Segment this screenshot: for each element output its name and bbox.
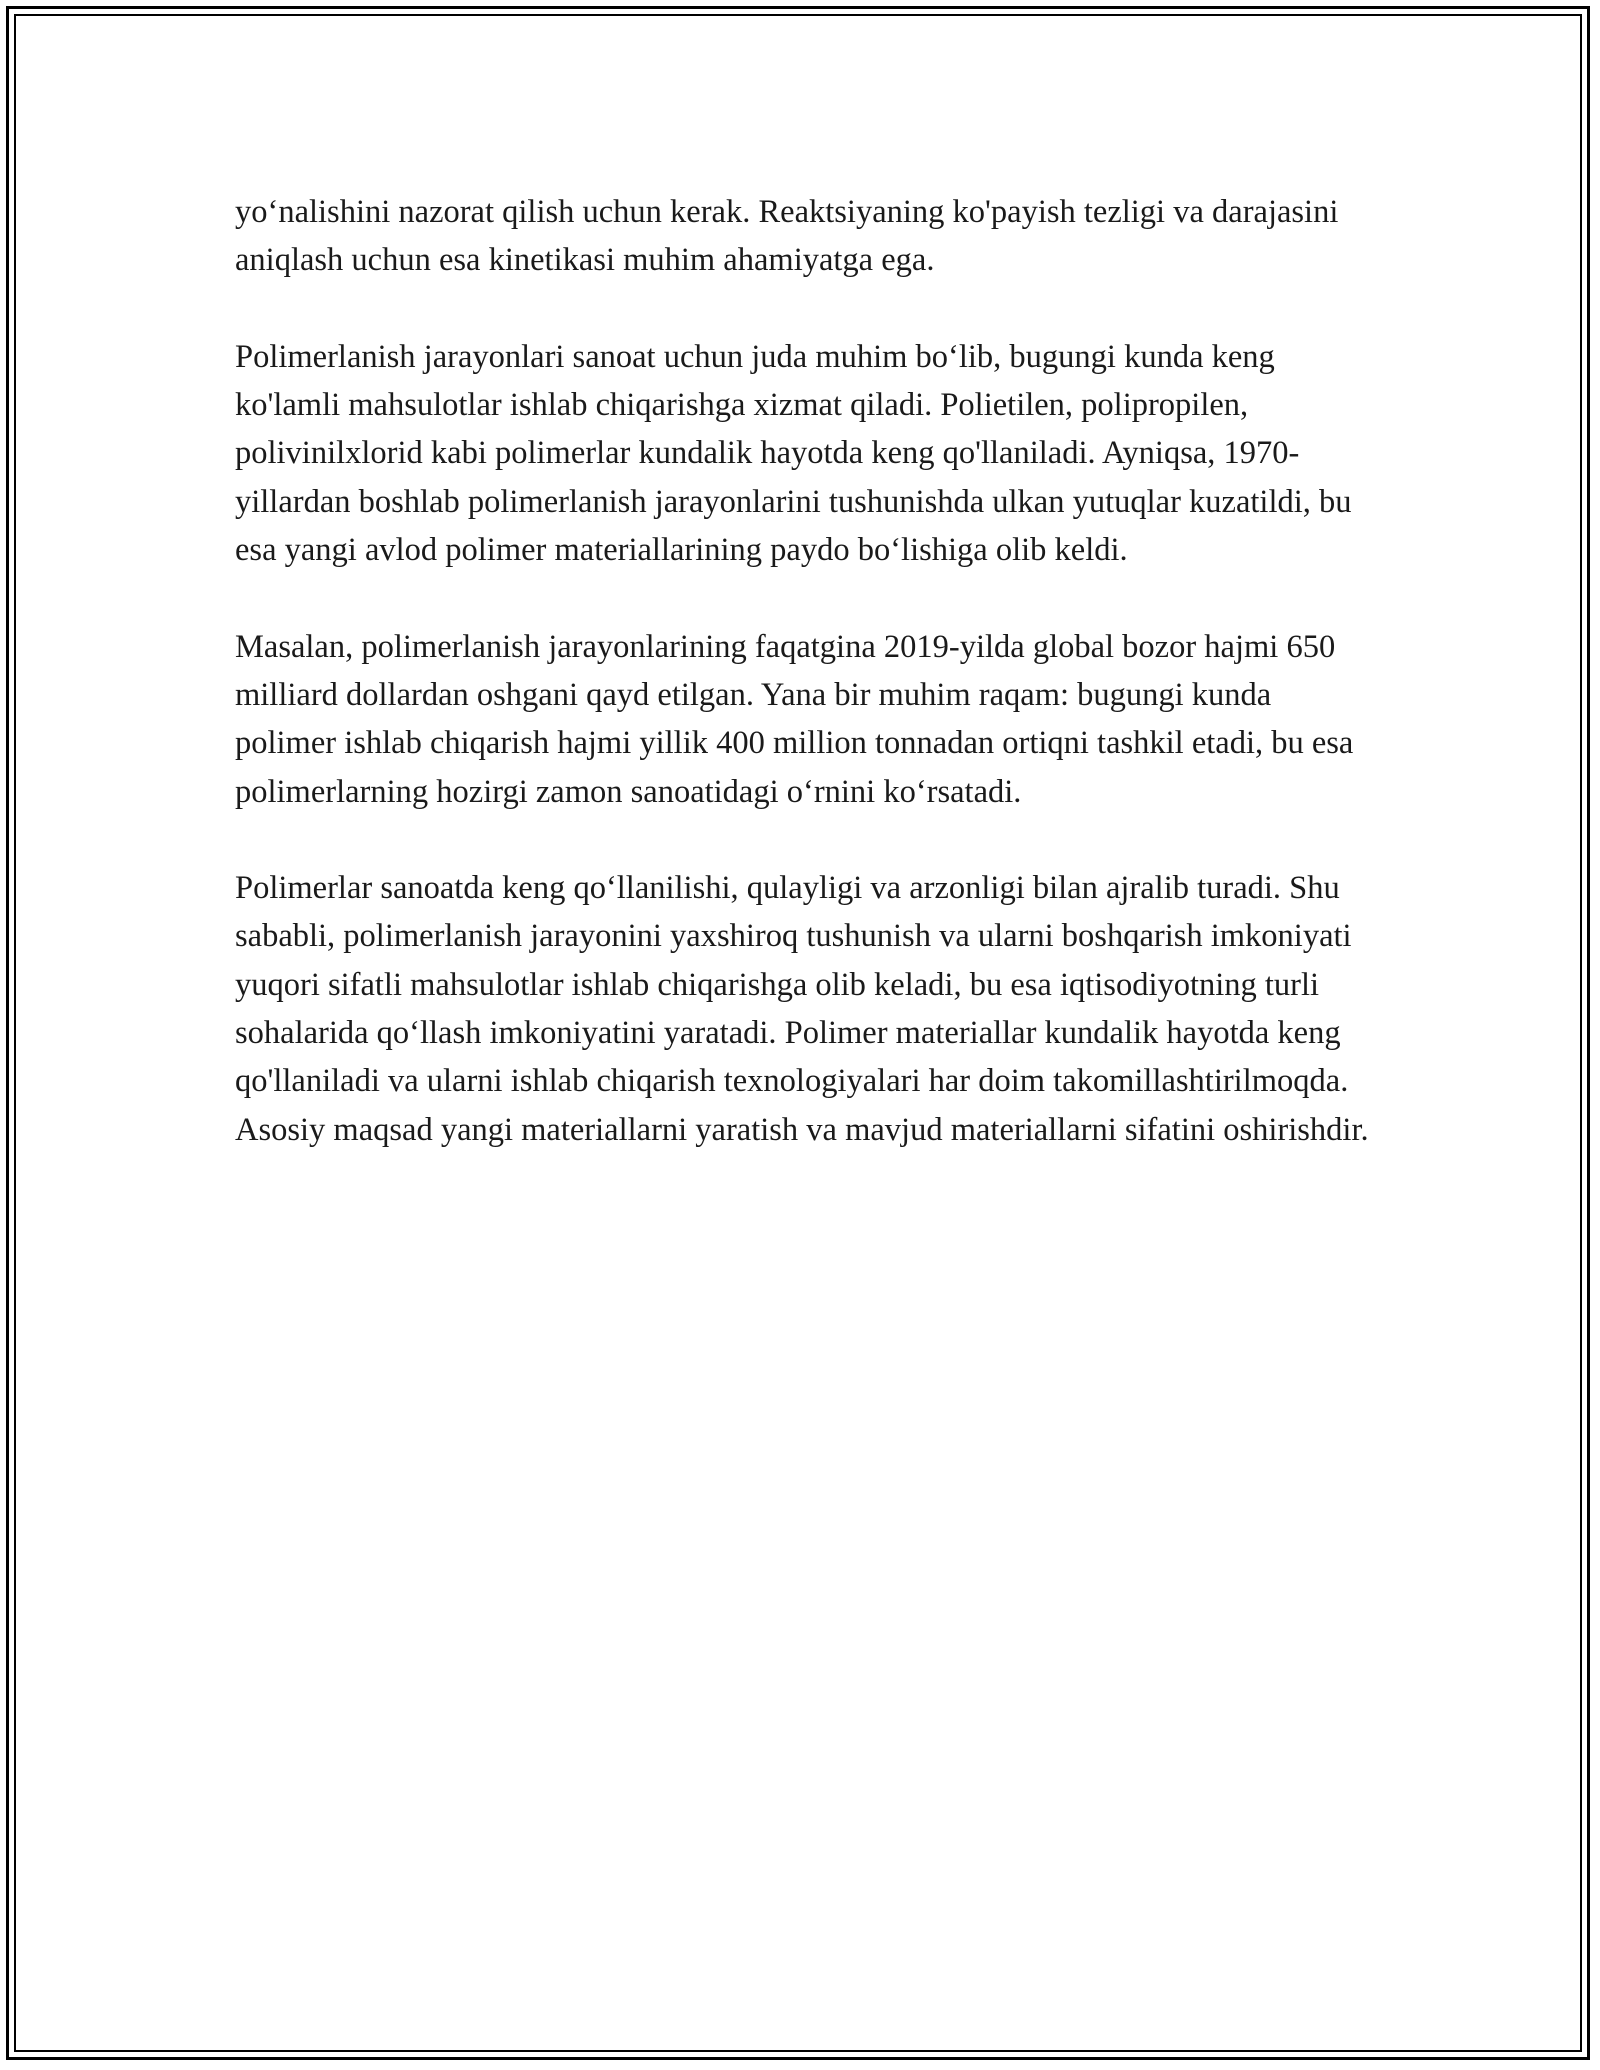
paragraph-2: Polimerlanish jarayonlari sanoat uchun juda muhim bo‘lib, bugungi kunda keng ko'lamli mahsulotlar ishlab chiqarishga xizmat qiladi. Polietilen, polipropilen, polivinilxlorid kabi polimerlar kundalik hayotda keng qo'llaniladi. Ayniqsa, 1970-yillardan boshlab polimerlanish jarayonlarini tushunishda ulkan yutuqlar kuzatildi, bu esa yangi avlod polimer materiallarining paydo bo‘lishiga olib keldi. — [235, 338, 1352, 569]
document-body — [235, 188, 1370, 1202]
paragraph-4: Polimerlar sanoatda keng qo‘llanilishi, qulayligi va arzonligi bilan ajralib turadi. Shu sababli, polimerlanish jarayonini yaxshiroq tushunish va ularni boshqarish imkoniyati yuqori sifatli mahsulotlar ishlab chiqarishga olib keladi, bu esa iqtisodiyotning turli sohalarida qo‘llash imkoniyatini yaratadi. Polimer materiallar kundalik hayotda keng qo'llaniladi va ularni ishlab chiqarish texnologiyalari har doim takomillashtirilmoqda. Asosiy maqsad yangi materiallarni yaratish va mavjud materiallarni sifatini oshirishdir. — [235, 870, 1369, 1148]
paragraph-1: yo‘nalishini nazorat qilish uchun kerak. Reaktsiyaning ko'payish tezligi va darajasini aniqlash uchun esa kinetikasi muhim ahamiyatga ega. — [235, 194, 1339, 279]
paragraph-3: Masalan, polimerlanish jarayonlarining faqatgina 2019-yilda global bozor hajmi 650 milliard dollardan oshgani qayd etilgan. Yana bir muhim raqam: bugungi kunda polimer ishlab chiqarish hajmi yillik 400 million tonnadan ortiqni tashkil etadi, bu esa polimerlarning hozirgi zamon sanoatidagi o‘rnini ko‘rsatadi. — [235, 628, 1354, 810]
